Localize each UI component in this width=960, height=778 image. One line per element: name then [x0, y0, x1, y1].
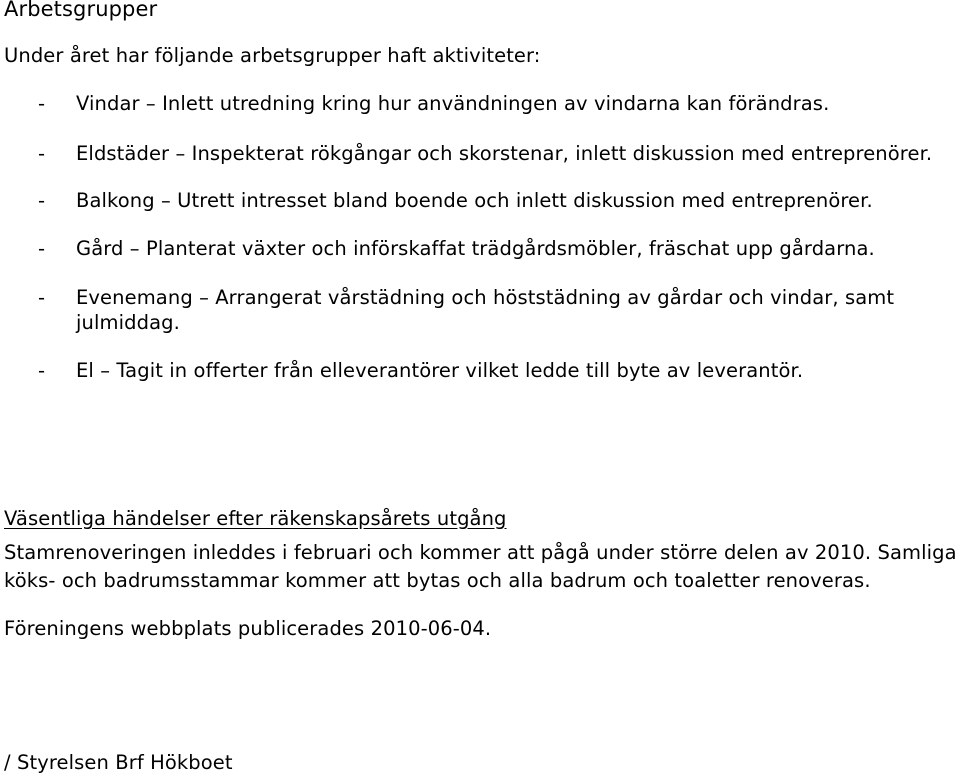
section-heading-events: Väsentliga händelser efter räkenskapsårets utgång: [4, 507, 507, 530]
paragraph-renovation: Stamrenoveringen inleddes i februari och kommer att pågå under större delen av 2010. Samliga köks- och badrumsstammar kommer att bytas och alla badrum och toaletter renoveras.: [4, 541, 957, 592]
list-dash: -: [38, 359, 46, 382]
signature: / Styrelsen Brf Hökboet: [4, 751, 233, 774]
list-dash: -: [38, 142, 46, 165]
list-dash: -: [38, 92, 46, 115]
list-item-text: Vindar – Inlett utredning kring hur användningen av vindarna kan förändras.: [76, 92, 830, 115]
list-item-text: Evenemang – Arrangerat vårstädning och höststädning av gårdar och vindar, samt julmiddag.: [76, 286, 895, 334]
paragraph-website: Föreningens webbplats publicerades 2010-06-04.: [4, 617, 492, 640]
list-item-text: El – Tagit in offerter från elleverantörer vilket ledde till byte av leverantör.: [76, 359, 804, 382]
list-item-text: Balkong – Utrett intresset bland boende och inlett diskussion med entreprenörer.: [76, 189, 873, 212]
list-item-text: Gård – Planterat växter och införskaffat trädgårdsmöbler, fräschat upp gårdarna.: [76, 237, 875, 260]
list-dash: -: [38, 286, 46, 309]
list-dash: -: [38, 189, 46, 212]
section-title-arbetsgrupper: Arbetsgrupper: [4, 0, 158, 21]
intro-text: Under året har följande arbetsgrupper haft aktiviteter:: [4, 44, 541, 67]
list-item-text: Eldstäder – Inspekterat rökgångar och skorstenar, inlett diskussion med entreprenörer.: [76, 142, 933, 165]
list-dash: -: [38, 237, 46, 260]
